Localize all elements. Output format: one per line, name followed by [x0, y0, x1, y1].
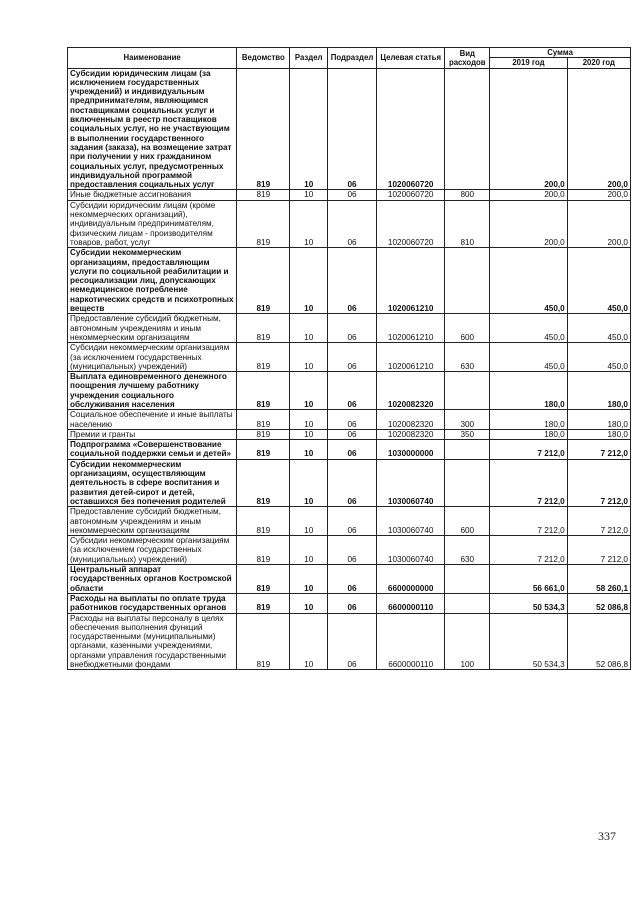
- table-row: [68, 429, 631, 439]
- row-target: 6600000000: [377, 565, 445, 594]
- row-name: Субсидии некоммерческим организациям, осуществляющим деятельность в сфере воспитания и развития детей-сирот и детей, оставшихся без попечения родителей: [68, 459, 237, 506]
- row-name: Субсидии юридическим лицам (кроме некоммерческих организаций), индивидуальным предпринимателям, физическим лицам - производителям товаров, работ, услуг: [68, 200, 237, 247]
- row-name: Предоставление субсидий бюджетным, автономным учреждениям и иным некоммерческим организациям: [68, 314, 237, 343]
- row-target: 1020082320: [377, 429, 445, 439]
- row-2020: 450,0: [567, 314, 630, 343]
- table-row: [68, 314, 631, 343]
- row-section: 10: [290, 429, 328, 439]
- page-number: 337: [598, 829, 616, 843]
- row-name: Предоставление субсидий бюджетным, автономным учреждениям и иным некоммерческим организациям: [68, 507, 237, 536]
- row-section: 10: [290, 372, 328, 410]
- header-2020: 2020 год: [567, 58, 630, 68]
- row-2019: 180,0: [490, 410, 568, 430]
- row-2020: 450,0: [567, 248, 630, 314]
- row-name: Субсидии юридическим лицам (за исключением государственных учреждений) и индивидуальным предпринимателям, являющимся поставщиками социальных услуг и включенным в реестр поставщиков социальных услуг, но не участвующим в выполнении государственного задания (заказа), на возмещение затрат при получении у них гражданином социальных услуг, предусмотренных индивидуальной программой предоставления социальных услуг: [68, 68, 237, 190]
- row-2020: 7 212,0: [567, 507, 630, 536]
- row-2019: 450,0: [490, 343, 568, 372]
- row-2020: 7 212,0: [567, 536, 630, 565]
- row-2019: 50 534,3: [490, 613, 568, 670]
- row-name: Субсидии некоммерческим организациям (за исключением государственных (муниципальных) учреждений): [68, 536, 237, 565]
- row-dept: 819: [237, 372, 290, 410]
- row-2019: 50 534,3: [490, 593, 568, 613]
- table-row: [68, 372, 631, 410]
- row-section: 10: [290, 248, 328, 314]
- row-dept: 819: [237, 200, 290, 247]
- row-name: Центральный аппарат государственных органов Костромской области: [68, 565, 237, 594]
- row-name: Социальное обеспечение и иные выплаты населению: [68, 410, 237, 430]
- row-target: 1020061210: [377, 314, 445, 343]
- row-subsection: 06: [328, 459, 377, 506]
- row-section: 10: [290, 440, 328, 460]
- row-name: Иные бюджетные ассигнования: [68, 190, 237, 200]
- row-2019: 7 212,0: [490, 459, 568, 506]
- table-row: [68, 613, 631, 670]
- header-dept: Ведомство: [237, 48, 290, 69]
- row-subsection: 06: [328, 190, 377, 200]
- row-2020: 450,0: [567, 343, 630, 372]
- row-kind: 300: [445, 410, 490, 430]
- header-section: Раздел: [290, 48, 328, 69]
- row-dept: 819: [237, 536, 290, 565]
- row-dept: 819: [237, 410, 290, 430]
- row-2020: 200,0: [567, 200, 630, 247]
- row-subsection: 06: [328, 200, 377, 247]
- row-dept: 819: [237, 314, 290, 343]
- row-subsection: 06: [328, 68, 377, 190]
- row-name: Подпрограмма «Совершенствование социальной поддержки семьи и детей»: [68, 440, 237, 460]
- row-section: 10: [290, 613, 328, 670]
- row-2020: 58 260,1: [567, 565, 630, 594]
- row-name: Субсидии некоммерческим организациям (за исключением государственных (муниципальных) учреждений): [68, 343, 237, 372]
- row-dept: 819: [237, 507, 290, 536]
- row-2019: 200,0: [490, 200, 568, 247]
- row-section: 10: [290, 410, 328, 430]
- row-2019: 7 212,0: [490, 440, 568, 460]
- row-target: 1020060720: [377, 200, 445, 247]
- row-kind: [445, 593, 490, 613]
- row-target: 1020061210: [377, 248, 445, 314]
- row-section: 10: [290, 314, 328, 343]
- row-2019: 56 661,0: [490, 565, 568, 594]
- row-2019: 450,0: [490, 248, 568, 314]
- row-2019: 180,0: [490, 372, 568, 410]
- row-dept: 819: [237, 593, 290, 613]
- row-2020: 7 212,0: [567, 459, 630, 506]
- table-row: [68, 565, 631, 594]
- row-name: Субсидии некоммерческим организациям, предоставляющим услуги по социальной реабилитации и ресоциализации лиц, допускающих немедицинское потребление наркотических средств и психотропных веществ: [68, 248, 237, 314]
- table-row: [68, 343, 631, 372]
- row-subsection: 06: [328, 372, 377, 410]
- row-target: 1020082320: [377, 410, 445, 430]
- row-subsection: 06: [328, 410, 377, 430]
- budget-table: [67, 47, 631, 670]
- row-subsection: 06: [328, 314, 377, 343]
- row-kind: [445, 565, 490, 594]
- row-2019: 200,0: [490, 68, 568, 190]
- row-target: 1030060740: [377, 536, 445, 565]
- row-kind: 800: [445, 190, 490, 200]
- row-name: Расходы на выплаты персоналу в целях обеспечения выполнения функций государственными (муниципальными) органами, казенными учреждениями, органами управления государственными внебюджетными фондами: [68, 613, 237, 670]
- header-kind: Вид расходов: [445, 48, 490, 69]
- header-target: Целевая статья: [377, 48, 445, 69]
- row-target: 6600000110: [377, 593, 445, 613]
- row-section: 10: [290, 565, 328, 594]
- row-2020: 52 086,8: [567, 593, 630, 613]
- row-dept: 819: [237, 429, 290, 439]
- row-name: Выплата единовременного денежного поощрения лучшему работнику учреждения социального обслуживания населения: [68, 372, 237, 410]
- row-kind: [445, 372, 490, 410]
- table-body: [68, 68, 631, 670]
- table-row: [68, 507, 631, 536]
- row-section: 10: [290, 190, 328, 200]
- header-sum: Сумма: [490, 48, 631, 58]
- row-dept: 819: [237, 440, 290, 460]
- row-target: 1030000000: [377, 440, 445, 460]
- row-target: 1020082320: [377, 372, 445, 410]
- row-section: 10: [290, 68, 328, 190]
- table-row: [68, 190, 631, 200]
- row-2019: 200,0: [490, 190, 568, 200]
- table-row: [68, 410, 631, 430]
- row-name: Расходы на выплаты по оплате труда работников государственных органов: [68, 593, 237, 613]
- row-kind: 600: [445, 314, 490, 343]
- row-target: 1020061210: [377, 343, 445, 372]
- header-row: [68, 48, 631, 58]
- row-2020: 180,0: [567, 410, 630, 430]
- row-2020: 7 212,0: [567, 440, 630, 460]
- row-subsection: 06: [328, 593, 377, 613]
- row-subsection: 06: [328, 536, 377, 565]
- row-subsection: 06: [328, 248, 377, 314]
- row-dept: 819: [237, 459, 290, 506]
- row-kind: 630: [445, 343, 490, 372]
- row-target: 1030060740: [377, 507, 445, 536]
- row-kind: [445, 248, 490, 314]
- row-target: 1020060720: [377, 190, 445, 200]
- row-subsection: 06: [328, 507, 377, 536]
- row-subsection: 06: [328, 440, 377, 460]
- row-section: 10: [290, 200, 328, 247]
- table-row: [68, 68, 631, 190]
- row-kind: 630: [445, 536, 490, 565]
- row-kind: [445, 68, 490, 190]
- row-kind: 810: [445, 200, 490, 247]
- row-2020: 200,0: [567, 190, 630, 200]
- row-2019: 7 212,0: [490, 507, 568, 536]
- row-dept: 819: [237, 248, 290, 314]
- row-target: 1020060720: [377, 68, 445, 190]
- table-row: [68, 536, 631, 565]
- row-2020: 200,0: [567, 68, 630, 190]
- row-dept: 819: [237, 565, 290, 594]
- table-row: [68, 459, 631, 506]
- table-row: [68, 248, 631, 314]
- row-kind: [445, 459, 490, 506]
- row-dept: 819: [237, 68, 290, 190]
- row-dept: 819: [237, 190, 290, 200]
- table-row: [68, 440, 631, 460]
- header-subsection: Подраздел: [328, 48, 377, 69]
- row-target: 1030060740: [377, 459, 445, 506]
- table-row: [68, 200, 631, 247]
- row-kind: 350: [445, 429, 490, 439]
- table-row: [68, 593, 631, 613]
- row-section: 10: [290, 343, 328, 372]
- header-2019: 2019 год: [490, 58, 568, 68]
- header-name: Наименование: [68, 48, 237, 69]
- row-2019: 7 212,0: [490, 536, 568, 565]
- row-subsection: 06: [328, 343, 377, 372]
- row-target: 6600000110: [377, 613, 445, 670]
- row-2020: 180,0: [567, 372, 630, 410]
- row-2019: 180,0: [490, 429, 568, 439]
- row-2019: 450,0: [490, 314, 568, 343]
- row-section: 10: [290, 507, 328, 536]
- row-dept: 819: [237, 343, 290, 372]
- row-kind: 600: [445, 507, 490, 536]
- row-section: 10: [290, 593, 328, 613]
- row-subsection: 06: [328, 429, 377, 439]
- row-kind: 100: [445, 613, 490, 670]
- row-kind: [445, 440, 490, 460]
- row-section: 10: [290, 536, 328, 565]
- row-2020: 52 086,8: [567, 613, 630, 670]
- row-subsection: 06: [328, 565, 377, 594]
- row-dept: 819: [237, 613, 290, 670]
- row-section: 10: [290, 459, 328, 506]
- row-2020: 180,0: [567, 429, 630, 439]
- row-subsection: 06: [328, 613, 377, 670]
- row-name: Премии и гранты: [68, 429, 237, 439]
